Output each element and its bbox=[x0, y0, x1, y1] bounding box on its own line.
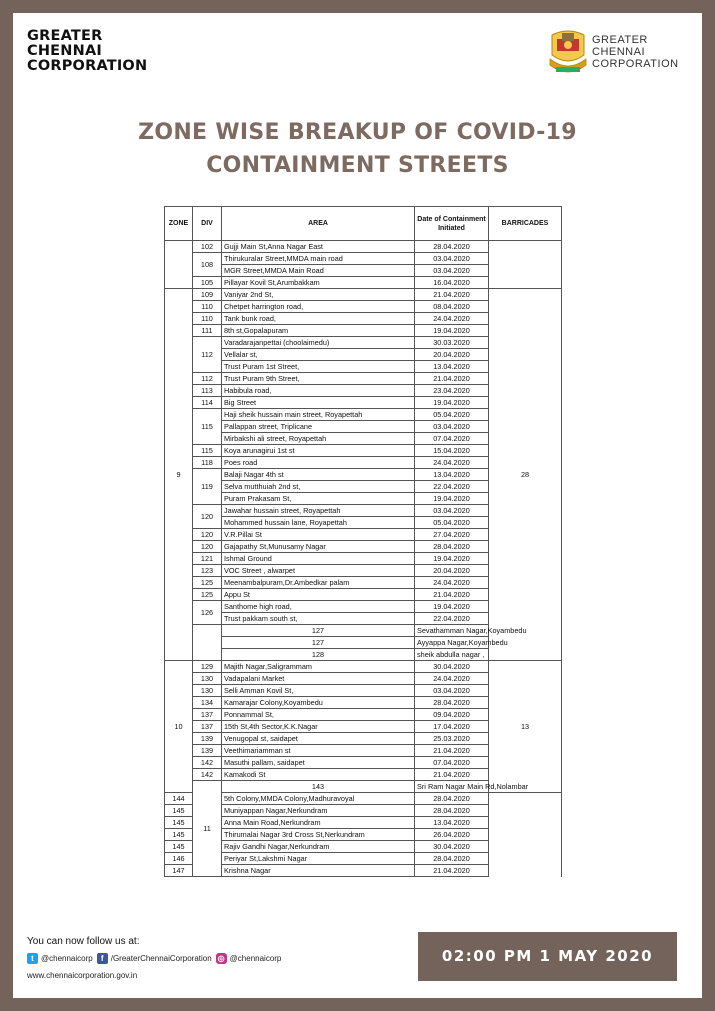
cell-area: Haji sheik hussain main street, Royapettah bbox=[222, 409, 415, 421]
table-row bbox=[165, 841, 562, 853]
instagram-icon[interactable]: ◎ bbox=[216, 953, 227, 964]
table-row bbox=[165, 853, 562, 865]
cell-area: Thirumalai Nagar 3rd Cross St,Nerkundram bbox=[222, 829, 415, 841]
cell-date: 26.04.2020 bbox=[415, 829, 489, 841]
cell-area: Veethimariamman st bbox=[222, 745, 415, 757]
cell-date: 24.04.2020 bbox=[415, 673, 489, 685]
header-barricades: BARRICADES bbox=[489, 207, 562, 241]
cell-date: 24.04.2020 bbox=[415, 313, 489, 325]
brand-logo-right bbox=[548, 25, 698, 81]
cell-div: 112 bbox=[193, 373, 222, 385]
cell-area: Vaniyar 2nd St, bbox=[222, 289, 415, 301]
cell-barricades: 13 bbox=[489, 661, 562, 793]
cell-date: 24.04.2020 bbox=[415, 577, 489, 589]
cell-area: Chetpet harrington road, bbox=[222, 301, 415, 313]
cell-date: 28.04.2020 bbox=[415, 241, 489, 253]
cell-area: Balaji Nagar 4th st bbox=[222, 469, 415, 481]
brand-wordmark-left bbox=[27, 29, 147, 74]
cell-date: 07.04.2020 bbox=[415, 757, 489, 769]
document-page bbox=[13, 13, 702, 998]
cell-area: Thirukuralar Street,MMDA main road bbox=[222, 253, 415, 265]
cell-zone bbox=[165, 241, 193, 289]
cell-div: 145 bbox=[165, 841, 193, 853]
cell-date: 28.04.2020 bbox=[415, 793, 489, 805]
cell-div: 111 bbox=[193, 325, 222, 337]
cell-area: Kamakodi St bbox=[222, 769, 415, 781]
cell-date: 28.04.2020 bbox=[415, 853, 489, 865]
cell-date: 20.04.2020 bbox=[415, 565, 489, 577]
cell-date: 13.04.2020 bbox=[415, 361, 489, 373]
cell-date: 30.04.2020 bbox=[415, 661, 489, 673]
cell-area: Pillayar Kovil St,Arumbakkam bbox=[222, 277, 415, 289]
cell-div: 137 bbox=[193, 709, 222, 721]
cell-div: 125 bbox=[193, 589, 222, 601]
cell-date: 22.04.2020 bbox=[415, 613, 489, 625]
cell-div: 129 bbox=[193, 661, 222, 673]
cell-div: 120 bbox=[193, 505, 222, 529]
cell-date: 30.03.2020 bbox=[415, 337, 489, 349]
cell-div: 139 bbox=[193, 745, 222, 757]
header-zone: ZONE bbox=[165, 207, 193, 241]
header-div: DIV bbox=[193, 207, 222, 241]
cell-date: 05.04.2020 bbox=[415, 409, 489, 421]
cell-area: Meenambalpuram,Dr.Ambedkar palam bbox=[222, 577, 415, 589]
cell-area: Masuthi pallam, saidapet bbox=[222, 757, 415, 769]
cell-date: 20.04.2020 bbox=[415, 349, 489, 361]
cell-area: Trust Puram 1st Street, bbox=[222, 361, 415, 373]
cell-zone: 9 bbox=[165, 289, 193, 661]
facebook-icon[interactable]: f bbox=[97, 953, 108, 964]
cell-div: 130 bbox=[193, 685, 222, 697]
brand-line: CORPORATION bbox=[592, 58, 679, 70]
cell-div: 121 bbox=[193, 553, 222, 565]
cell-area: Periyar St,Lakshmi Nagar bbox=[222, 853, 415, 865]
cell-date: 08.04.2020 bbox=[415, 301, 489, 313]
cell-area: Pallappan street, Triplicane bbox=[222, 421, 415, 433]
cell-area: Rajiv Gandhi Nagar,Nerkundram bbox=[222, 841, 415, 853]
brand-line: CHENNAI bbox=[592, 46, 646, 58]
instagram-handle[interactable]: @chennaicorp bbox=[229, 954, 282, 963]
cell-area: Muniyappan Nagar,Nerkundram bbox=[222, 805, 415, 817]
table-row bbox=[165, 805, 562, 817]
cell-date: 19.04.2020 bbox=[415, 493, 489, 505]
cell-date: 16.04.2020 bbox=[415, 277, 489, 289]
cell-div: 114 bbox=[193, 397, 222, 409]
cell-area: Gajapathy St,Munusamy Nagar bbox=[222, 541, 415, 553]
cell-area: Ponnammal St, bbox=[222, 709, 415, 721]
cell-date: 13.04.2020 bbox=[415, 469, 489, 481]
cell-area: Anna Main Road,Nerkundram bbox=[222, 817, 415, 829]
cell-area: Selli Amman Kovil St, bbox=[222, 685, 415, 697]
cell-div: 134 bbox=[193, 697, 222, 709]
cell-div: 139 bbox=[193, 733, 222, 745]
cell-div: 126 bbox=[193, 601, 222, 625]
brand-line: GREATER bbox=[592, 34, 648, 46]
cell-date: 21.04.2020 bbox=[415, 745, 489, 757]
cell-date: 21.04.2020 bbox=[415, 769, 489, 781]
cell-div: 145 bbox=[165, 805, 193, 817]
table-row bbox=[165, 637, 562, 649]
brand-line: GREATER bbox=[27, 28, 103, 44]
cell-barricades: 28 bbox=[489, 289, 562, 661]
cell-date: 21.04.2020 bbox=[415, 289, 489, 301]
table-row bbox=[165, 829, 562, 841]
cell-area: Habibula road, bbox=[222, 385, 415, 397]
cell-date: 03.04.2020 bbox=[415, 253, 489, 265]
cell-date: 24.04.2020 bbox=[415, 457, 489, 469]
cell-date: 25.03.2020 bbox=[415, 733, 489, 745]
table-row bbox=[165, 661, 562, 673]
header-area: AREA bbox=[222, 207, 415, 241]
cell-area: V.R.Pillai St bbox=[222, 529, 415, 541]
cell-date: 03.04.2020 bbox=[415, 421, 489, 433]
cell-area: Ayyappa Nagar,Koyambedu bbox=[415, 637, 489, 649]
cell-date: 03.04.2020 bbox=[415, 505, 489, 517]
facebook-handle[interactable]: /GreaterChennaiCorporation bbox=[110, 954, 212, 963]
cell-div: 125 bbox=[193, 577, 222, 589]
cell-area: MGR Street,MMDA Main Road bbox=[222, 265, 415, 277]
cell-date: 19.04.2020 bbox=[415, 397, 489, 409]
cell-date: 19.04.2020 bbox=[415, 601, 489, 613]
cell-div: 137 bbox=[193, 721, 222, 733]
cell-date: 09.04.2020 bbox=[415, 709, 489, 721]
cell-date: 21.04.2020 bbox=[415, 589, 489, 601]
brand-line: CORPORATION bbox=[27, 58, 148, 74]
brand-text-right bbox=[592, 34, 679, 70]
cell-div: 110 bbox=[193, 301, 222, 313]
follow-text: You can now follow us at: bbox=[27, 936, 140, 947]
cell-div: 118 bbox=[193, 457, 222, 469]
website-link[interactable]: www.chennaicorporation.gov.in bbox=[27, 971, 138, 980]
cell-div: 110 bbox=[193, 313, 222, 325]
cell-date: 03.04.2020 bbox=[415, 685, 489, 697]
cell-area: Koya arunagirui 1st st bbox=[222, 445, 415, 457]
cell-area: 15th St,4th Sector,K.K.Nagar bbox=[222, 721, 415, 733]
cell-date: 15.04.2020 bbox=[415, 445, 489, 457]
cell-date: 27.04.2020 bbox=[415, 529, 489, 541]
cell-div: 142 bbox=[193, 769, 222, 781]
cell-area: Appu St bbox=[222, 589, 415, 601]
cell-date: 03.04.2020 bbox=[415, 265, 489, 277]
cell-area: Sevathamman Nagar,Koyambedu bbox=[415, 625, 489, 637]
cell-area: Big Street bbox=[222, 397, 415, 409]
cell-area: Varadarajanpettai (choolaimedu) bbox=[222, 337, 415, 349]
cell-area: 5th Colony,MMDA Colony,Madhuravoyal bbox=[222, 793, 415, 805]
cell-area: Kamarajar Colony,Koyambedu bbox=[222, 697, 415, 709]
cell-div: 120 bbox=[193, 529, 222, 541]
cell-area: 8th st,Gopalapuram bbox=[222, 325, 415, 337]
brand-line: CHENNAI bbox=[27, 43, 102, 59]
cell-div: 119 bbox=[193, 469, 222, 505]
cell-div: 130 bbox=[193, 673, 222, 685]
table-row bbox=[165, 865, 562, 877]
table-body bbox=[165, 241, 562, 877]
cell-div: 145 bbox=[165, 829, 193, 841]
corporation-emblem-icon bbox=[548, 25, 588, 81]
cell-div: 128 bbox=[222, 649, 415, 661]
table-header-row bbox=[165, 207, 562, 241]
cell-div: 145 bbox=[165, 817, 193, 829]
cell-date: 19.04.2020 bbox=[415, 325, 489, 337]
cell-area: Krishna Nagar bbox=[222, 865, 415, 877]
cell-date: 07.04.2020 bbox=[415, 433, 489, 445]
cell-div: 123 bbox=[193, 565, 222, 577]
cell-date: 28.04.2020 bbox=[415, 805, 489, 817]
cell-div: 147 bbox=[165, 865, 193, 877]
table-row bbox=[165, 289, 562, 301]
cell-area: Sri Ram Nagar Main Rd,Nolambar bbox=[415, 781, 489, 793]
table-row bbox=[165, 625, 562, 637]
cell-div: 144 bbox=[165, 793, 193, 805]
cell-div: 143 bbox=[222, 781, 415, 793]
cell-div: 146 bbox=[165, 853, 193, 865]
cell-date: 13.04.2020 bbox=[415, 817, 489, 829]
cell-area: Poes road bbox=[222, 457, 415, 469]
cell-div: 102 bbox=[193, 241, 222, 253]
cell-div: 105 bbox=[193, 277, 222, 289]
cell-date: 05.04.2020 bbox=[415, 517, 489, 529]
cell-barricades bbox=[489, 241, 562, 289]
cell-area: Vellalar st, bbox=[222, 349, 415, 361]
cell-area: Venugopal st, saidapet bbox=[222, 733, 415, 745]
header-date: Date of Containment Initiated bbox=[415, 207, 489, 241]
cell-area: Gujji Main St,Anna Nagar East bbox=[222, 241, 415, 253]
table-row bbox=[165, 817, 562, 829]
title-line: ZONE WISE BREAKUP OF COVID-19 bbox=[138, 120, 577, 145]
twitter-handle[interactable]: @chennaicorp bbox=[41, 954, 93, 963]
cell-date: 22.04.2020 bbox=[415, 481, 489, 493]
cell-date: 21.04.2020 bbox=[415, 373, 489, 385]
twitter-icon[interactable]: t bbox=[27, 953, 38, 964]
cell-date: 23.04.2020 bbox=[415, 385, 489, 397]
cell-area: Mohammed hussain lane, Royapettah bbox=[222, 517, 415, 529]
cell-area: Tank bunk road, bbox=[222, 313, 415, 325]
cell-area: sheik abdulla nagar , bbox=[415, 649, 489, 661]
cell-div: 127 bbox=[222, 637, 415, 649]
cell-div: 115 bbox=[193, 445, 222, 457]
cell-date: 28.04.2020 bbox=[415, 541, 489, 553]
cell-area: Selva mutthuiah 2nd st, bbox=[222, 481, 415, 493]
cell-date: 30.04.2020 bbox=[415, 841, 489, 853]
page-title bbox=[13, 116, 702, 182]
cell-area: Ishmal Ground bbox=[222, 553, 415, 565]
cell-zone bbox=[193, 625, 222, 661]
cell-area: Puram Prakasam St, bbox=[222, 493, 415, 505]
cell-area: Jawahar hussain street, Royapettah bbox=[222, 505, 415, 517]
table-row bbox=[165, 781, 562, 793]
table-row bbox=[165, 793, 562, 805]
cell-div: 127 bbox=[222, 625, 415, 637]
cell-date: 19.04.2020 bbox=[415, 553, 489, 565]
cell-div: 142 bbox=[193, 757, 222, 769]
datetime-banner: 02:00 PM 1 MAY 2020 bbox=[418, 932, 677, 981]
cell-div: 120 bbox=[193, 541, 222, 553]
table-row bbox=[165, 241, 562, 253]
cell-div: 113 bbox=[193, 385, 222, 397]
containment-table bbox=[164, 206, 562, 877]
cell-date: 17.04.2020 bbox=[415, 721, 489, 733]
cell-div: 115 bbox=[193, 409, 222, 445]
cell-area: Majith Nagar,Saligrammam bbox=[222, 661, 415, 673]
cell-area: Trust pakkam south st, bbox=[222, 613, 415, 625]
cell-date: 28.04.2020 bbox=[415, 697, 489, 709]
title-line: CONTAINMENT STREETS bbox=[206, 153, 509, 178]
cell-area: Trust Puram 9th Street, bbox=[222, 373, 415, 385]
cell-area: VOC Street , alwarpet bbox=[222, 565, 415, 577]
cell-div: 112 bbox=[193, 337, 222, 373]
cell-area: Vadapalani Market bbox=[222, 673, 415, 685]
cell-zone: 11 bbox=[193, 781, 222, 877]
cell-zone: 10 bbox=[165, 661, 193, 793]
social-links bbox=[27, 953, 281, 964]
cell-div: 108 bbox=[193, 253, 222, 277]
cell-date: 21.04.2020 bbox=[415, 865, 489, 877]
cell-area: Santhome high road, bbox=[222, 601, 415, 613]
cell-div: 109 bbox=[193, 289, 222, 301]
cell-area: Mirbakshi ali street, Royapettah bbox=[222, 433, 415, 445]
